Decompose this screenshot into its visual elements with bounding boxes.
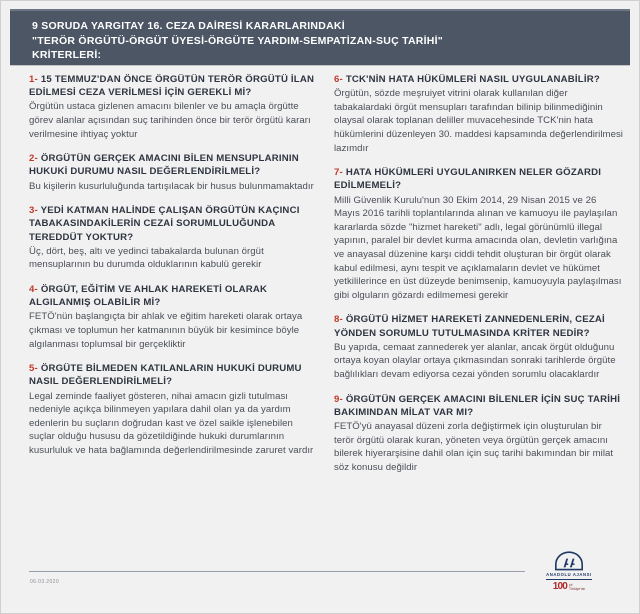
centennial-number: 100 [552, 580, 567, 592]
qa-item [334, 73, 623, 155]
centennial-caption-line-2: Türkiye'nin [569, 586, 586, 591]
question-number: 1- [29, 74, 38, 85]
question-heading [29, 283, 318, 309]
question-text: HATA HÜKÜMLERİ UYGULANIRKEN NELER GÖZARDI EDİLMEMELİ? [334, 167, 602, 192]
header-title-line-1: 9 SORUDA YARGITAY 16. CEZA DAİRESİ KARARLARINDAKİ [32, 20, 345, 32]
qa-item [29, 362, 318, 457]
question-text: ÖRGÜTÜN GERÇEK AMACINI BİLENLER İÇİN SUÇ TARİHİ BAKIMINDAN MİLAT VAR MI? [334, 393, 621, 418]
answer-text: Örgütün ustaca gizlenen amacını bilenler ve bu amaçla örgütte görev alanlar açısından suç tarihinden önce bir terör örgütü kararı verilmesine ihtiyaç yoktur [29, 101, 311, 140]
answer-text: Bu kişilerin kusurluluğunda tartışılacak bir husus bulunmamaktadır [29, 180, 314, 192]
question-text: ÖRGÜT, EĞİTİM VE AHLAK HAREKETİ OLARAK ALGILANMIŞ OLABİLİR Mİ? [29, 283, 268, 309]
question-text: ÖRGÜTE BİLMEDEN KATILANLARIN HUKUKİ DURUMU NASIL DEĞERLENDİRİLMELİ? [29, 363, 302, 388]
anadolu-agency-logo [525, 551, 613, 603]
answer-text: Bu yapıda, cemaat zannederek yer alanlar, ancak örgüt olduğunu ortaya koyan olaylar ortaya çıkmasından sonraki tarihlerde örgüte bağlılıkları devam ediyorsa cezai yönden sorumlu olacaklardır [334, 341, 616, 380]
answer-text: FETÖ'nün başlangıçta bir ahlak ve eğitim hareketi olarak ortaya çıkması ve toplumun her katmanının büyük bir kesimince böyle algılanması toplumsal bir gerçekliktir [29, 311, 303, 350]
question-heading [334, 73, 623, 86]
question-number: 2- [29, 153, 38, 165]
publication-date: 06.03.2020 [30, 579, 60, 585]
qa-item [29, 283, 318, 351]
right-column [334, 73, 623, 485]
qa-columns [1, 73, 639, 485]
qa-item [29, 73, 318, 141]
question-number: 9- [334, 393, 343, 405]
question-text: ÖRGÜTÜN GERÇEK AMACINI BİLEN MENSUPLARININ HUKUKİ DURUMU NASIL DEĞERLENDİRİLMELİ? [29, 153, 299, 178]
question-text: ÖRGÜTÜ HİZMET HAREKETİ ZANNEDENLERİN, CEZAİ YÖNDEN SORUMLU TUTULMASINDA KRİTER NEDİR? [334, 314, 605, 339]
footer [29, 559, 621, 605]
question-number: 7- [334, 167, 343, 179]
question-text: TCK'NİN HATA HÜKÜMLERİ NASIL UYGULANABİLİR? [345, 74, 600, 85]
centennial-caption [569, 583, 585, 591]
centennial-mark [525, 582, 613, 592]
qa-item [334, 166, 623, 302]
question-heading [29, 73, 318, 99]
qa-item [29, 204, 318, 272]
question-heading [334, 313, 623, 339]
answer-text: Milli Güvenlik Kurulu'nun 30 Ekim 2014, 29 Nisan 2015 ve 26 Mayıs 2016 tarihli toplantılarında alınan ve kamuoyu ile paylaşılan kararlarda sözde "hizmet hareketi" adlı, legal görünümlü illegal yapının, paralel bir devlet kurma amacında olan, devletin varlığına ve anayasal düzenine karşı ciddi tehdit oluşturan bir örgüt olarak kabul edilmesi, aynı tespit ve açıklamaların devlet ve hükümet yetkililerince en üst düzeyde benimsenip, kamuoyuyla paylaşılması gibi olguların gözardı edilmemesi gerekir [334, 194, 622, 301]
question-number: 3- [29, 205, 38, 217]
answer-text: Legal zeminde faaliyet gösteren, nihai amacın gizli tutulması nedeniyle açıkça bilinmeyen yapılara dahil olan ya da yardım edenlerin bu suçların doğrudan kast ve özel saikle işlenebilen suçlar olduğu hususu da gözetildiğinde hukuki durumlarının kusurluluk ve hata bağlamında değerlendirilmesinde zaruret vardır [29, 390, 314, 456]
question-text: YEDİ KATMAN HALİNDE ÇALIŞAN ÖRGÜTÜN KAÇINCI TABAKASINDAKİLERİN CEZAİ SORUMLULUĞUNDA TEREDDÜT YOKTUR? [29, 205, 300, 243]
aa-wordmark: ANADOLU AJANSI [546, 572, 592, 577]
question-number: 8- [334, 314, 343, 326]
question-heading [29, 204, 318, 244]
left-column [29, 73, 318, 485]
logo-divider [546, 579, 592, 580]
header-title-line-3: KRİTERLERİ: [32, 49, 102, 61]
aa-arch-icon [554, 551, 584, 571]
question-heading [334, 393, 623, 419]
qa-item [334, 313, 623, 381]
question-number: 5- [29, 363, 38, 375]
question-number: 6- [334, 74, 343, 85]
question-heading [334, 166, 623, 192]
footer-divider [29, 571, 525, 572]
header-title-line-2: "TERÖR ÖRGÜTÜ-ÖRGÜT ÜYESİ-ÖRGÜTE YARDIM-SEMPATİZAN-SUÇ TARİHİ" [32, 34, 444, 47]
question-number: 4- [29, 283, 38, 295]
answer-text: Örgütün, sözde meşruiyet vitrini olarak kullanılan diğer tabakalardaki örgüt mensupları tarafından bilinip bilinmediğinin olaysal olarak toplanan deliller muvacehesinde TCK'nin hata hükümlerini düzenleyen 30. maddesi kapsamında değerlendirilmesi lazımdır [334, 88, 623, 154]
question-text: 15 TEMMUZ'DAN ÖNCE ÖRGÜTÜN TERÖR ÖRGÜTÜ İLAN EDİLMESİ CEZA VERİLMESİ İÇİN GEREKLİ Mİ? [29, 74, 315, 99]
answer-text: Üç, dört, beş, altı ve yedinci tabakalarda bulunan örgüt mensuplarının bu durumda olduklarının kabulü gerekir [29, 245, 264, 271]
question-heading [29, 362, 318, 388]
header-banner [10, 9, 630, 65]
centennial-caption-line-1: yıl [569, 582, 573, 587]
answer-text: FETÖ'yü anayasal düzeni zorla değiştirmek için oluşturulan bir terör örgütü olarak kuran, yöneten veya örgütün gerçek amacını bilerek hiyerarşisine dahil olan için suç tarihi bakımından bir milat söz konusu değildir [334, 420, 614, 473]
question-heading [29, 152, 318, 178]
qa-item [29, 152, 318, 193]
qa-item [334, 393, 623, 475]
